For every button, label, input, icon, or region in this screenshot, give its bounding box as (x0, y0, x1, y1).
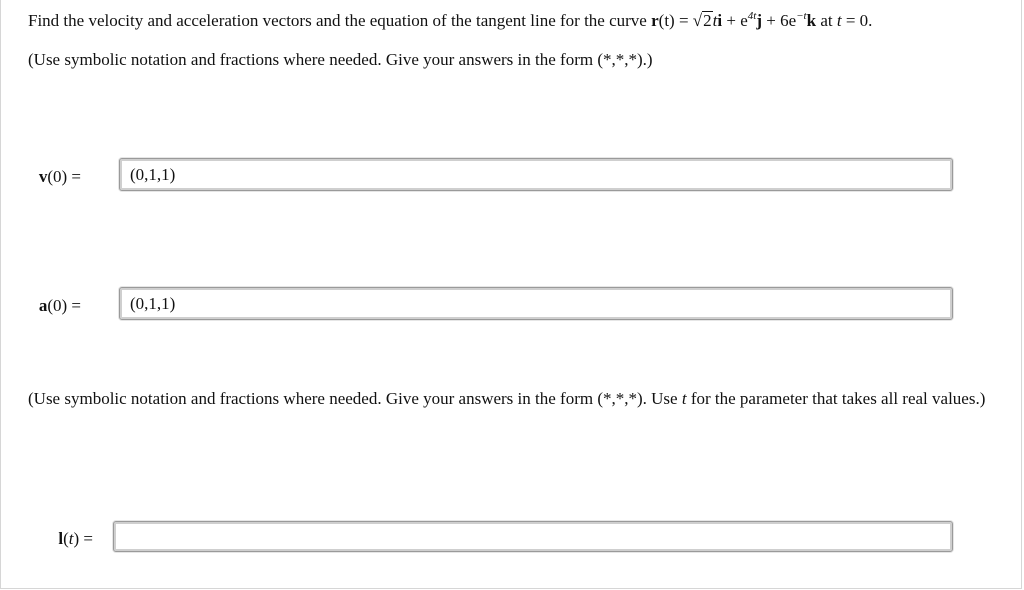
term3-exponent: −t (796, 10, 807, 22)
tangent-line-input[interactable] (113, 521, 953, 552)
acceleration-input[interactable] (119, 287, 953, 320)
question-text (28, 11, 872, 31)
tangent-symbol: l (58, 529, 64, 548)
velocity-input[interactable] (119, 158, 953, 191)
acceleration-label-rest: (0) = (47, 296, 81, 315)
question-end: = 0. (841, 11, 873, 30)
unit-vector-k: k (806, 11, 817, 30)
unit-vector-j: j (756, 11, 762, 30)
tangent-arg-open: ( (63, 529, 69, 548)
sqrt-radicand: 2 (703, 11, 712, 30)
tangent-line-label (58, 529, 93, 549)
tangent-var: t (68, 529, 74, 548)
unit-vector-i: i (717, 11, 723, 30)
acceleration-symbol: a (38, 296, 48, 315)
instructions-tangent-var: t (681, 389, 687, 408)
velocity-symbol: v (38, 167, 48, 186)
equals-sign: = (674, 11, 693, 30)
term2-base: + e (722, 11, 748, 30)
velocity-row (1, 158, 1001, 198)
t-variable: t (836, 11, 842, 30)
instructions-tangent (28, 385, 1013, 413)
acceleration-label (39, 296, 81, 316)
r-argument: (t) (658, 11, 675, 30)
term2-exponent: 4t (747, 10, 757, 22)
term1-variable: t (712, 11, 718, 30)
r-symbol: r (651, 11, 659, 30)
sqrt-expression: √2 (692, 11, 712, 30)
tangent-label-rest: ) = (73, 529, 93, 548)
instructions-vectors: (Use symbolic notation and fractions where needed. Give your answers in the form (*,*,*).) (28, 50, 653, 69)
acceleration-row (1, 287, 1001, 327)
velocity-label-rest: (0) = (47, 167, 81, 186)
velocity-label (39, 167, 81, 187)
question-at: at (816, 11, 837, 30)
instructions-tangent-before: (Use symbolic notation and fractions where needed. Give your answers in the form (*,*,*). Use (28, 389, 682, 408)
question-prefix: Find the velocity and acceleration vectors and the equation of the tangent line for the curve (28, 11, 652, 30)
term3-base: + 6e (761, 11, 797, 30)
tangent-line-row (1, 521, 1001, 561)
instructions-tangent-after: for the parameter that takes all real values.) (686, 389, 986, 408)
